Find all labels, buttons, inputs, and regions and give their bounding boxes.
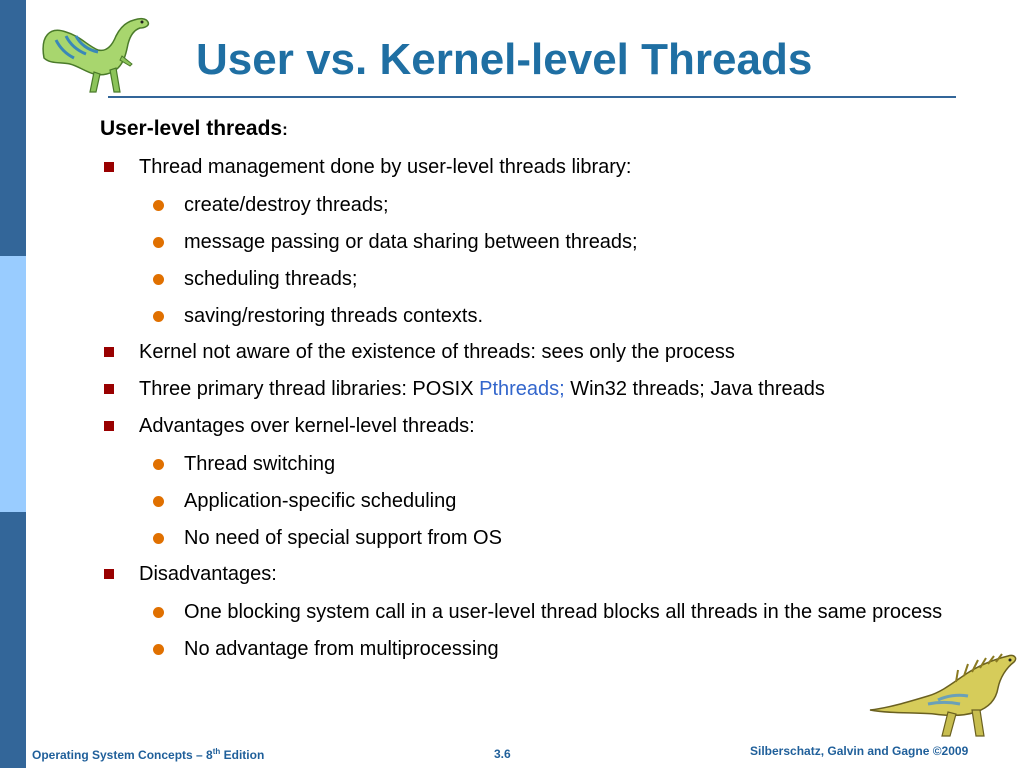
square-bullet-icon: [104, 347, 114, 357]
bullet-text: Disadvantages:: [139, 563, 277, 585]
footer-title-superscript: th: [212, 747, 221, 756]
bullet-item: [100, 562, 980, 586]
section-heading-text: User-level threads: [100, 117, 283, 140]
sub-bullet-item: [100, 192, 980, 219]
sub-bullet-item: [100, 266, 980, 293]
sub-bullet-text: Application-specific scheduling: [184, 490, 457, 512]
bullet-item: [100, 340, 980, 364]
sub-bullet-text: Thread switching: [184, 453, 336, 475]
sub-bullet-text: One blocking system call in a user-level thread blocks all threads in the same process: [184, 601, 943, 623]
square-bullet-icon: [104, 421, 114, 431]
round-bullet-icon: [153, 237, 164, 248]
square-bullet-icon: [104, 384, 114, 394]
footer-authors: Silberschatz, Galvin and Gagne ©2009: [750, 744, 969, 758]
bullet-text-after-link: Win32 threads; Java threads: [564, 378, 825, 400]
sidebar-stripe: [0, 0, 26, 768]
sub-bullet-item: [100, 599, 980, 626]
bullet-text: Advantages over kernel-level threads:: [139, 415, 475, 437]
sidebar-segment-middle: [0, 256, 26, 512]
round-bullet-icon: [153, 533, 164, 544]
round-bullet-icon: [153, 607, 164, 618]
sub-bullet-text: create/destroy threads;: [184, 194, 389, 216]
bullet-text: Thread management done by user-level threads library:: [139, 156, 632, 178]
sub-bullet-item: [100, 451, 980, 478]
bullet-item: [100, 155, 980, 179]
round-bullet-icon: [153, 459, 164, 470]
sub-bullet-item: [100, 636, 980, 663]
round-bullet-icon: [153, 644, 164, 655]
bullet-item: [100, 414, 980, 438]
round-bullet-icon: [153, 311, 164, 322]
bullet-item: [100, 377, 980, 401]
square-bullet-icon: [104, 162, 114, 172]
sub-bullet-text: scheduling threads;: [184, 268, 358, 290]
footer-title-suffix: Edition: [220, 748, 265, 762]
sub-bullet-text: No need of special support from OS: [184, 527, 502, 549]
section-heading-colon: :: [282, 120, 288, 139]
footer-title-text: Operating System Concepts – 8: [32, 748, 213, 762]
round-bullet-icon: [153, 200, 164, 211]
slide-content: [100, 116, 980, 673]
sidebar-segment-top: [0, 0, 26, 256]
bullet-text: Kernel not aware of the existence of threads: sees only the process: [139, 341, 735, 363]
sub-bullet-item: [100, 229, 980, 256]
sub-bullet-text: No advantage from multiprocessing: [184, 638, 499, 660]
section-heading: [100, 116, 980, 143]
dinosaur-bottom-image: [868, 652, 1020, 742]
slide-title: User vs. Kernel-level Threads: [196, 35, 813, 84]
footer-book-title: [32, 747, 264, 762]
bullet-text-before-link: Three primary thread libraries: POSIX: [139, 378, 480, 400]
round-bullet-icon: [153, 274, 164, 285]
sub-bullet-text: saving/restoring threads contexts.: [184, 305, 484, 327]
title-divider: [108, 96, 956, 98]
page-number: 3.6: [494, 747, 511, 761]
sub-bullet-item: [100, 303, 980, 330]
sub-bullet-item: [100, 525, 980, 552]
pthreads-link[interactable]: Pthreads;: [479, 378, 565, 400]
dinosaur-top-image: [36, 6, 160, 98]
round-bullet-icon: [153, 496, 164, 507]
sub-bullet-text: message passing or data sharing between threads;: [184, 231, 638, 253]
sidebar-segment-bottom: [0, 512, 26, 768]
sub-bullet-item: [100, 488, 980, 515]
square-bullet-icon: [104, 569, 114, 579]
